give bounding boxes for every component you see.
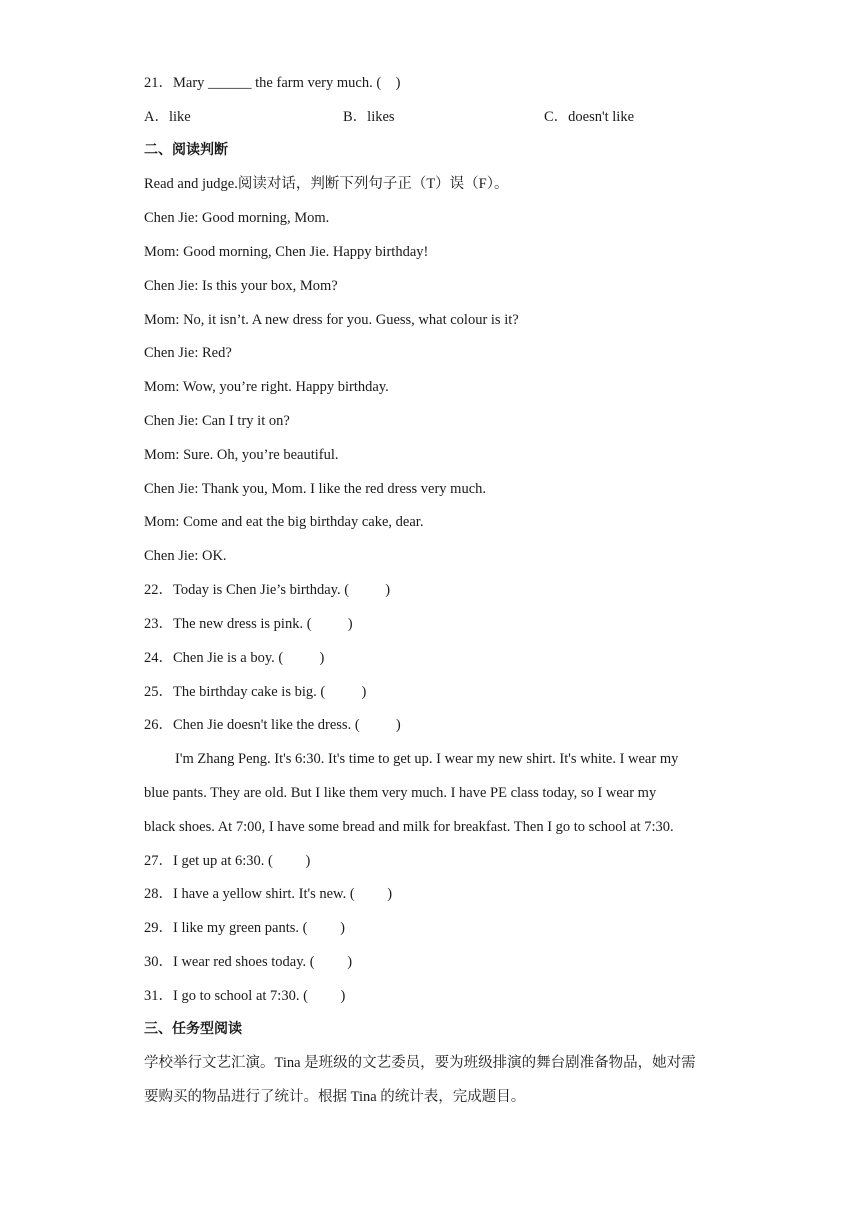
dialogue-line: Chen Jie: Is this your box, Mom? xyxy=(144,278,338,294)
question-28: 28．I have a yellow shirt. It's new. ( ) xyxy=(144,886,393,902)
question-21-option-c: C．doesn't like xyxy=(544,109,635,125)
section-2-title: 二、阅读判断 xyxy=(144,142,228,158)
section-3-intro-line: 要购买的物品进行了统计。根据 Tina 的统计表，完成题目。 xyxy=(144,1089,526,1105)
question-21-option-b: B．likes xyxy=(343,109,395,125)
question-24: 24．Chen Jie is a boy. ( ) xyxy=(144,650,325,666)
question-25: 25．The birthday cake is big. ( ) xyxy=(144,684,367,700)
dialogue-line: Mom: No, it isn’t. A new dress for you. Guess, what colour is it? xyxy=(144,312,519,328)
question-23: 23．The new dress is pink. ( ) xyxy=(144,616,353,632)
passage-line: blue pants. They are old. But I like them very much. I have PE class today, so I wear my xyxy=(144,785,657,801)
dialogue-line: Chen Jie: Thank you, Mom. I like the red dress very much. xyxy=(144,481,487,497)
question-21-stem: 21．Mary ______ the farm very much. ( ) xyxy=(144,75,401,91)
question-31: 31．I go to school at 7:30. ( ) xyxy=(144,988,346,1004)
dialogue-line: Chen Jie: Red? xyxy=(144,345,232,361)
passage-line: I'm Zhang Peng. It's 6:30. It's time to get up. I wear my new shirt. It's white. I wear my xyxy=(175,751,679,767)
dialogue-line: Mom: Come and eat the big birthday cake, dear. xyxy=(144,514,424,530)
question-26: 26．Chen Jie doesn't like the dress. ( ) xyxy=(144,717,401,733)
question-22: 22．Today is Chen Jie’s birthday. ( ) xyxy=(144,582,391,598)
question-27: 27．I get up at 6:30. ( ) xyxy=(144,853,311,869)
dialogue-line: Chen Jie: Can I try it on? xyxy=(144,413,290,429)
passage-line: black shoes. At 7:00, I have some bread and milk for breakfast. Then I go to school at 7:30. xyxy=(144,819,674,835)
dialogue-line: Mom: Sure. Oh, you’re beautiful. xyxy=(144,447,339,463)
section-3-intro-line: 学校举行文艺汇演。Tina 是班级的文艺委员，要为班级排演的舞台剧准备物品，她对需 xyxy=(144,1055,696,1071)
question-29: 29．I like my green pants. ( ) xyxy=(144,920,345,936)
section-2-instruction: Read and judge.阅读对话，判断下列句子正（T）误（F）。 xyxy=(144,176,509,192)
question-30: 30．I wear red shoes today. ( ) xyxy=(144,954,353,970)
dialogue-line: Chen Jie: Good morning, Mom. xyxy=(144,210,330,226)
section-3-title: 三、任务型阅读 xyxy=(144,1021,242,1037)
question-21-option-a: A．like xyxy=(144,109,191,125)
dialogue-line: Chen Jie: OK. xyxy=(144,548,227,564)
dialogue-line: Mom: Good morning, Chen Jie. Happy birthday! xyxy=(144,244,429,260)
dialogue-line: Mom: Wow, you’re right. Happy birthday. xyxy=(144,379,389,395)
